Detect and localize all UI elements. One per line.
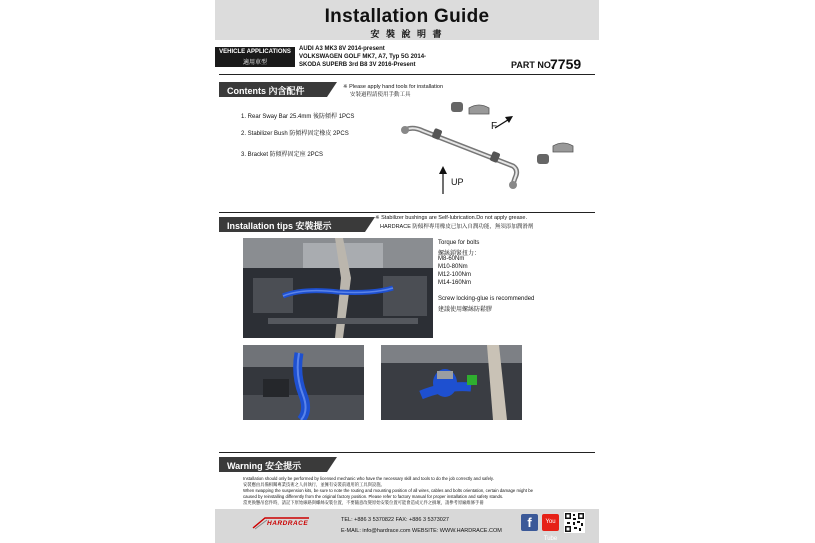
- locking-glue-note-cn: 建議使用螺絲防鬆膠: [438, 307, 493, 313]
- locking-glue-note-en: Screw locking-glue is recommended: [438, 296, 535, 302]
- qr-code-icon: [564, 512, 585, 533]
- contents-heading: Contents 內含配件: [219, 82, 327, 97]
- divider: [219, 212, 595, 213]
- contents-item: 1. Rear Sway Bar 25.4mm 後防傾桿 1PCS: [241, 114, 355, 120]
- page-title: Installation Guide: [324, 6, 490, 27]
- arrow-up-icon: [439, 166, 447, 194]
- torque-line: 螺絲鎖緊扭力：: [438, 251, 481, 257]
- vehicle-applications-cn: 適用車型: [242, 60, 267, 66]
- youtube-icon[interactable]: You Tube: [542, 514, 559, 531]
- tips-note-cn: HARDRACE 防傾桿專用橡皮已加入自潤功能，無須添加潤滑劑: [380, 224, 534, 230]
- warning-heading: Warning 安全提示: [219, 457, 327, 472]
- installation-tips-heading: Installation tips 安裝提示: [219, 217, 365, 232]
- vehicle-applications-label: [215, 47, 295, 67]
- facebook-icon[interactable]: f: [521, 514, 538, 531]
- vehicle-line: SKODA SUPERB 3rd B8 3V 2016-Present: [299, 62, 416, 68]
- divider: [219, 74, 595, 75]
- warning-line: 當更換懸吊套件時，請記下原始線路與螺絲安裝位置，不要隨意改變原始安裝位置可能會造成元件之損壞，請參考原廠維修手冊: [243, 500, 484, 505]
- installation-guide-sheet: [215, 0, 599, 543]
- torque-line: Torque for bolts: [438, 240, 480, 246]
- contents-item: 2. Stabilizer Bush 防傾桿固定橡皮 2PCS: [241, 131, 349, 137]
- brand-name: HARDRACE: [267, 520, 309, 527]
- warning-line: Installation should only be performed by licensed mechanic who have the necessary skill and tools to do the job correctly and safely.: [243, 476, 494, 481]
- torque-line: M14-160Nm: [438, 280, 472, 286]
- warning-line: 安裝應由具備相關專業技術之人員執行，並擁有安裝前適用的工具與設施。: [243, 482, 385, 487]
- contents-item: 3. Bracket 防傾桿固定座 2PCS: [241, 152, 324, 158]
- torque-line: M8-60Nm: [438, 256, 465, 262]
- divider: [219, 452, 595, 453]
- contents-note-en: ※ Please apply hand tools for installation: [343, 84, 444, 90]
- vehicle-line: AUDI A3 MK3 8V 2014-present: [299, 46, 385, 52]
- page-title-cn: 安 裝 說 明 書: [370, 29, 444, 39]
- contents-note-cn: 安裝過程請使用手動工具: [350, 92, 411, 98]
- torque-line: M12-100Nm: [438, 272, 472, 278]
- forward-label: F: [491, 121, 498, 132]
- arrow-f-icon: [495, 116, 513, 128]
- sway-bar-end-link-photo: [243, 345, 364, 420]
- warning-line: caused by reinstalling differently from the original factory position. Please refer to factory manual for proper installation and safety stands.: [243, 494, 504, 499]
- vehicle-line: VOLKSWAGEN GOLF MK7, A7, Typ 5G 2014-: [299, 54, 427, 60]
- sway-bar-diagram: [395, 98, 585, 198]
- warning-line: When swapping the suspension kits, be sure to note the routing and mounting position of all wires, cables and bolts orientation, certain damage might be: [243, 488, 533, 493]
- vehicle-applications-en: VEHICLE APPLICATIONS: [219, 49, 291, 55]
- stabilizer-bush-bracket-photo: [381, 345, 522, 420]
- contact-email-website[interactable]: E-MAIL: info@hardrace.com WEBSITE: WWW.HARDRACE.COM: [341, 528, 502, 534]
- up-label: UP: [451, 177, 464, 187]
- contact-phone-fax: TEL: +886 3 5370822 FAX: +886 3 5373027: [341, 517, 449, 523]
- tips-note-en: ※ Stabilizer bushings are Self-lubrication.Do not apply grease.: [375, 215, 527, 221]
- part-number: 7759: [550, 56, 582, 72]
- torque-line: M10-80Nm: [438, 264, 468, 270]
- installed-sway-bar-photo: [243, 238, 433, 338]
- part-number-label: PART NO.: [511, 60, 554, 70]
